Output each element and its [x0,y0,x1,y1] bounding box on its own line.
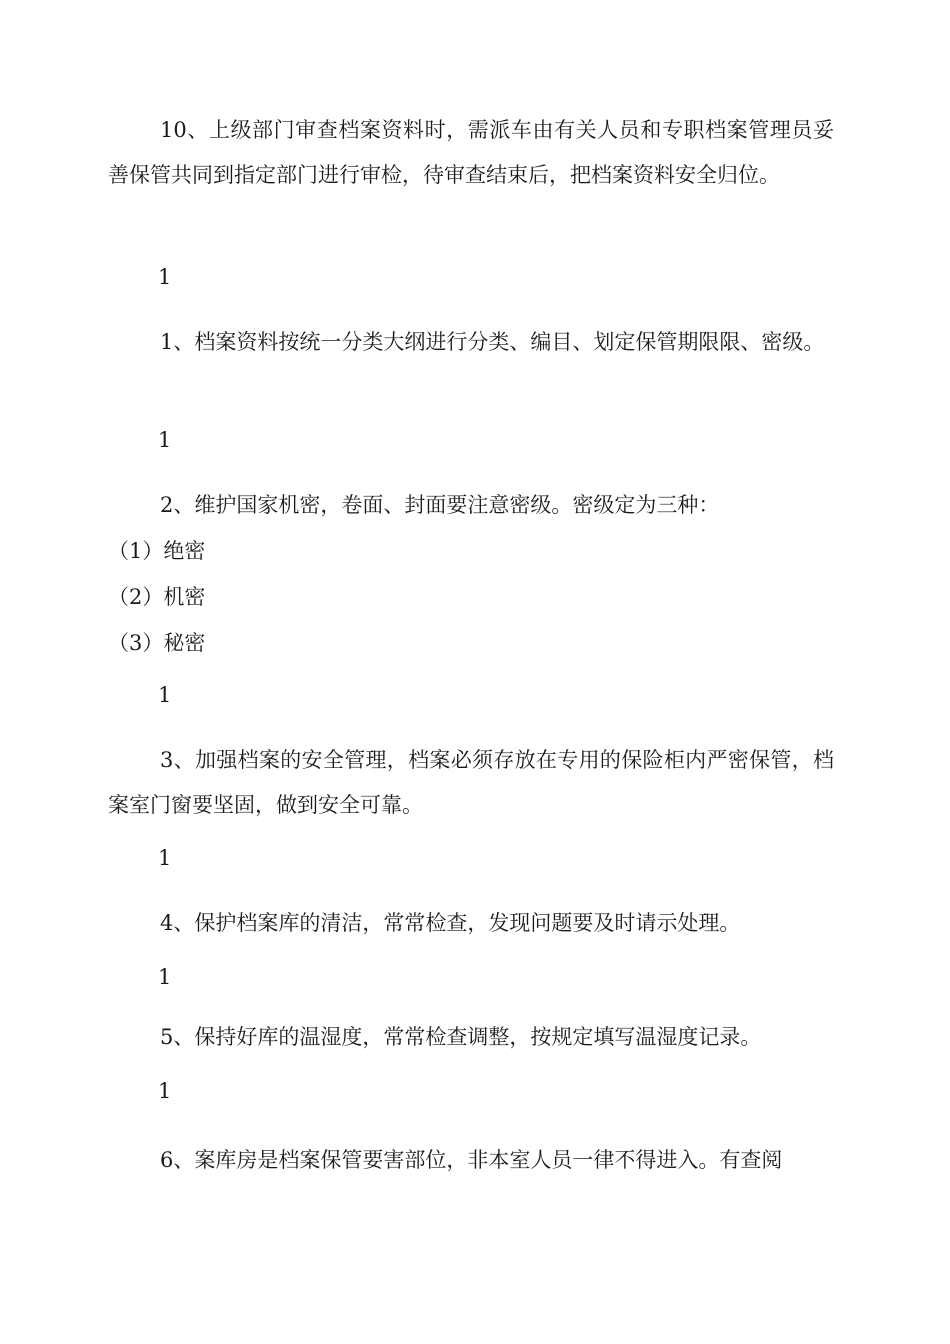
paragraph-1: 1、档案资料按统一分类大纲进行分类、编目、划定保管期限限、密级。 [160,330,825,354]
paragraph-6: 6、案库房是档案保管要害部位，非本室人员一律不得进入。有查阅 [160,1148,783,1172]
paragraph-2: 2、维护国家机密，卷面、封面要注意密级。密级定为三种： [160,493,720,517]
paragraph-10: 10、上级部门审查档案资料时，需派车由有关人员和专职档案管理员妥善保管共同到指定部门进行审检，待审查结束后，把档案资料安全归位。 [108,118,834,187]
page-marker: 1 [158,683,172,707]
page-marker: 1 [158,1079,172,1103]
page-marker: 1 [158,428,172,452]
list-item: （2）机密 [108,585,206,609]
page-marker: 1 [158,265,172,289]
list-item: （1）绝密 [108,539,206,563]
list-item: （3）秘密 [108,631,206,655]
page-marker: 1 [158,846,172,870]
paragraph-5: 5、保持好库的温湿度，常常检查调整，按规定填写温湿度记录。 [160,1025,762,1049]
paragraph-3: 3、加强档案的安全管理，档案必须存放在专用的保险柜内严密保管，档案室门窗要坚固，做到安全可靠。 [108,748,834,817]
page-marker: 1 [158,965,172,989]
paragraph-4: 4、保护档案库的清洁，常常检查，发现问题要及时请示处理。 [160,911,741,935]
